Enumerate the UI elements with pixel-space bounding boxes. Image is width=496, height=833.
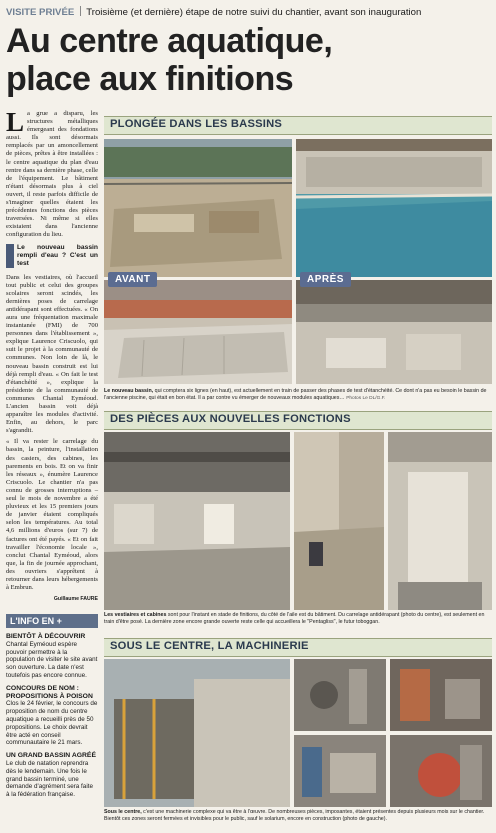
photo-old-pool-basin: [104, 280, 292, 384]
info-item: [6, 685, 98, 747]
photo-new-pool-water: [296, 139, 492, 277]
article-author: Guillaume FAURE: [53, 596, 98, 603]
photo-changing-rooms: [104, 432, 290, 610]
info-item-title: CONCOURS DE NOM : PROPOSITIONS À POISON: [6, 684, 93, 700]
section-header-machinerie: [104, 638, 492, 657]
dropcap: L: [6, 107, 25, 137]
photo-solarium-construction: [104, 659, 290, 807]
photo-machinery-4: [390, 735, 492, 807]
section-title: DES PIÈCES AUX NOUVELLES FONCTIONS: [110, 413, 351, 425]
info-item: [6, 633, 98, 680]
photo-anti-slip-tiles: [294, 432, 384, 610]
subhead-marker: [6, 244, 14, 268]
info-title-text: L'INFO EN +: [10, 616, 62, 626]
kicker-text: Troisième (et dernière) étape de notre suivi du chantier, avant son inauguration: [86, 7, 422, 18]
headline-line-1: Au centre aquatique,: [6, 22, 333, 60]
photo-machinery-3: [294, 735, 386, 807]
article-paragraph-2: Dans les vestiaires, où l'accueil tout public et celui des groupes scolaires seront scindés, les dernières poses de carrelage antidérapant sont effectuées. « On aura une fréquentation maximale instantanée (FMI) de 700 personnes dans l'établissement », explique Laurence Criscuolo, qui suit le projet à la communauté de communes. Non loin de là, le nouveau bassin construit est lui déjà rempli d'eau. « On fait le test d'étanchéité », explique la présidente de la communauté de communes Chantal Eyméoud. L'ancien bassin voit déjà apparaître les modules d'activité. Enfin, au dehors, le parc s'agrandit.: [6, 273, 98, 435]
caption-bold: Le nouveau bassin,: [104, 388, 154, 394]
photo-machinery-2: [390, 659, 492, 731]
caption-text: sont pour l'instant en stade de finitions, du côté de l'aile est du bâtiment. Du carrelage antidérapant (photo du centre), est seulement en train d'être posé. La dernière zone encore grande ouverte reste celle qui accueillera le "Pentagliss", le futur toboggan.: [104, 612, 485, 625]
headline: [6, 22, 492, 98]
photo-new-modules: [296, 280, 492, 384]
info-box-title: [6, 614, 98, 628]
article-paragraph-1-text: a grue a disparu, les structures métalliques émergeant des fondations aussi. Ils sont désormais remplacés par un amoncellement de pièces, prêtes à être installées : le centre aquatique du plan d'eau rentre dans sa dernière phase, celle de l'équipement. Le bâtiment n'étant désormais plus à ciel ouvert, il reste parfois difficile de s'imaginer quelles étaient les précédentes fonctions des pièces traversées. Ni même si elles existaient dans l'ancienne configuration du lieu.: [6, 110, 98, 239]
kicker-separator: [80, 6, 81, 16]
headline-line-2: place aux finitions: [6, 60, 294, 98]
photo-credit: Photos Le DL/G.F.: [346, 395, 386, 401]
caption-bold: Sous le centre,: [104, 809, 142, 815]
section-title: SOUS LE CENTRE, LA MACHINERIE: [110, 640, 309, 652]
section-header-bassins: [104, 116, 492, 135]
photo-slide-zone: [388, 432, 492, 610]
kicker-label: VISITE PRIVÉE: [6, 7, 75, 18]
article-paragraph-1: [6, 107, 98, 240]
subhead-text: Le nouveau bassin rempli d'eau ? C'est un test: [17, 243, 98, 267]
caption-text: qui comptera six lignes (en haut), est actuellement en train de passer des phases de test d'étanchéité. Ce dont n'a pas eu besoin le bassin de l'ancienne piscine, qui était en bon état. Il a par contre vu émerger de nouveaux modules aquatiques…: [104, 388, 487, 401]
info-box: [6, 614, 98, 799]
info-item-text: Chantal Eyméoud espère pouvoir permettre à la population de visiter le site avant son ouverture. La date n'est toutefois pas encore connue.: [6, 640, 98, 679]
article-subhead: [6, 244, 98, 268]
section-title: PLONGÉE DANS LES BASSINS: [110, 118, 283, 130]
section-header-pieces: [104, 411, 492, 430]
info-item: [6, 752, 98, 799]
caption-bassins: [104, 388, 492, 402]
badge-before: AVANT: [108, 272, 157, 287]
caption-pieces: [104, 612, 492, 625]
caption-machinerie: [104, 809, 492, 822]
caption-bold: Les vestiaires et cabines: [104, 612, 167, 618]
info-item-text: Clos le 24 février, le concours de proposition de nom du centre aquatique a recueilli près de 50 propositions. Le choix devrait être acté en conseil communautaire le 21 mars.: [6, 700, 98, 747]
info-item-title: UN GRAND BASSIN AGRÉÉ: [6, 752, 97, 760]
kicker: [6, 6, 492, 19]
article-body: [6, 107, 98, 603]
info-item-text: Le club de natation reprendra dès le lendemain. Une fois le grand bassin terminé, une demande d'agrément sera faite à la fédération française.: [6, 759, 93, 799]
caption-text: c'est une machinerie complexe qui va être à l'œuvre. De nombreuses pièces, imposantes, étaient présentes depuis plusieurs mois sur le chantier. Bientôt ces zones seront fermées et invisibles pour le public, sauf le solarium, encore en construction (photo de gauche).: [104, 809, 485, 822]
badge-after: APRÈS: [300, 272, 351, 287]
photo-old-pool-site: [104, 139, 292, 277]
photo-machinery-1: [294, 659, 386, 731]
article-paragraph-3: « Il va rester le carrelage du bassin, la peinture, l'installation des casiers, des cabines, les parements en bois. Et on va finir les réseaux », énumère Laurence Criscuolo. Le chantier n'a pas connu de grosses interruptions – seul le mois de novembre a été pluvieux et les 15 premiers jours de janvier étaient compliqués selon les températures. Au total 4,6 millions d'euros (sur 7) de factures ont été payés. « Et on fait travailler l'économie locale », conclut Chantal Eyméoud, alors que, la fin de journée approchant, des ouvriers s'apprêtent à retourner dans leurs hébergements à Embrun.: [6, 438, 98, 592]
info-item-title: BIENTÔT À DÉCOUVRIR: [6, 633, 86, 640]
